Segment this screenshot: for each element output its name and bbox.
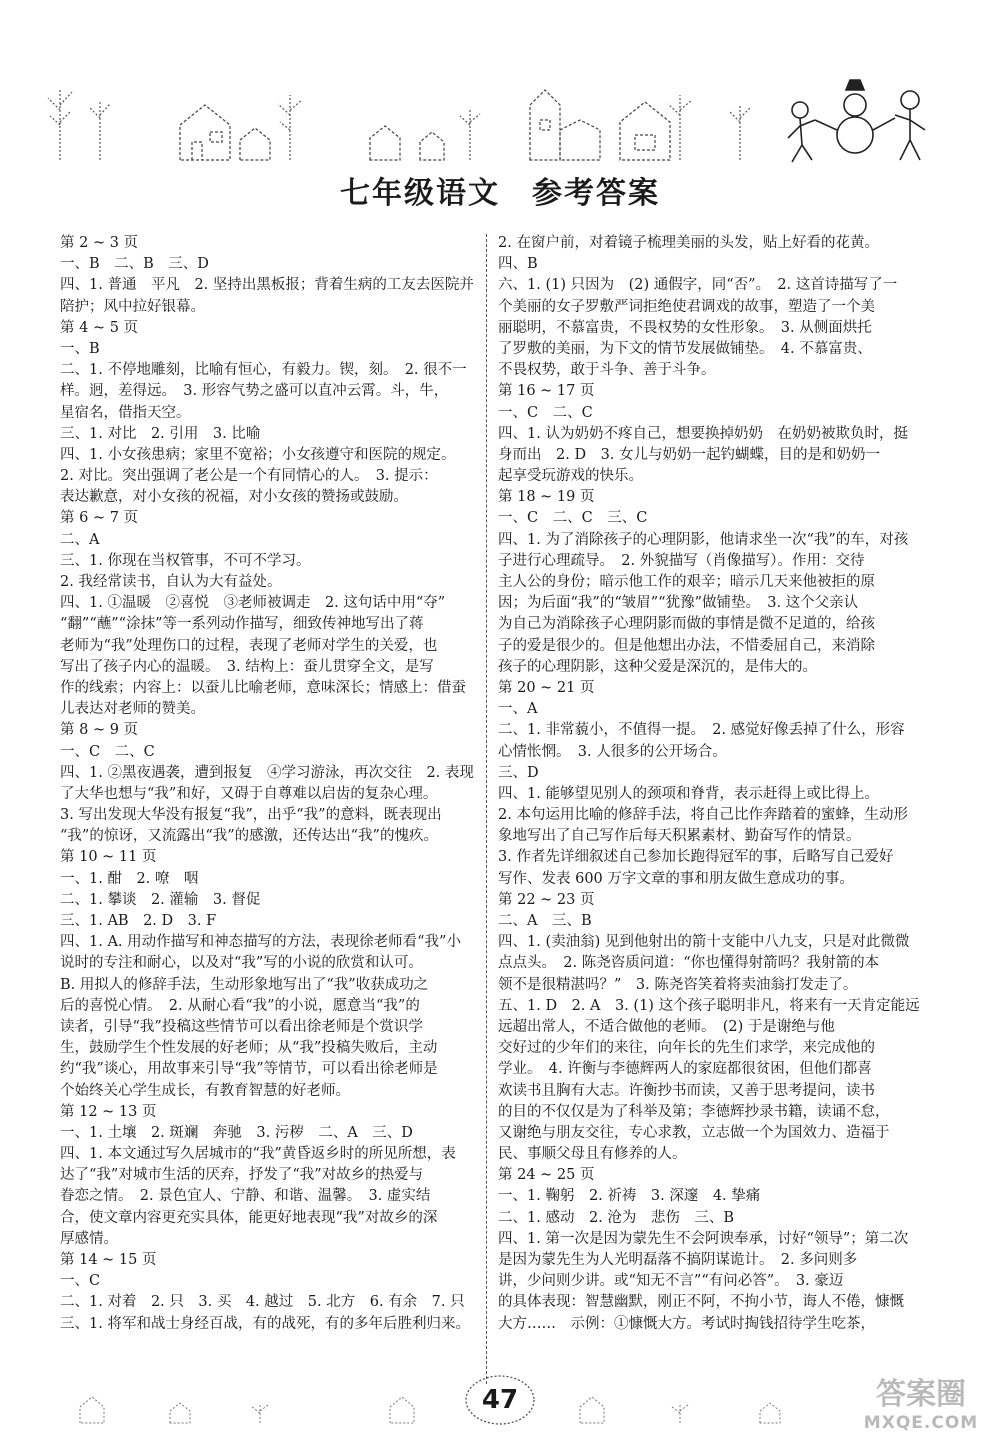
- page-title: 七年级语文 参考答案: [340, 176, 660, 211]
- answer-line: 三、1. 对比 2. 引用 3. 比喻: [60, 425, 261, 442]
- answer-line: 六、1. (1) 只因为 (2) 通假字，同“否”。 2. 这首诗描写了一: [498, 277, 898, 294]
- answer-line: 第 20 ~ 21 页: [498, 679, 595, 696]
- answer-line: 三、1. 将军和战士身经百战，有的战死，有的多年后胜利归来。: [60, 1315, 470, 1332]
- answer-line: 3. 写出发现大华没有报复“我”，出乎“我”的意料，既表现出: [60, 807, 442, 824]
- answer-line: 大方…… 示例：①慷慨大方。考试时掏钱招待学生吃茶，: [498, 1315, 875, 1332]
- answer-line: 一、1. 酣 2. 嘹 咽: [60, 870, 199, 887]
- answer-line: 第 6 ~ 7 页: [60, 510, 139, 527]
- answer-line: 为自己为消除孩子心理阴影而做的事情是微不足道的，给孩: [498, 616, 875, 633]
- watermark-text: 答案圈: [876, 1377, 966, 1412]
- answer-line: 学业。 4. 许衡与李德辉两人的家庭都很贫困，但他们都喜: [498, 1061, 872, 1078]
- answer-line: 四、1. 能够望见别人的颈项和脊背，表示赶得上或比得上。: [498, 785, 879, 802]
- answer-line: 孩子的心理阴影，这种父爱是深沉的，是伟大的。: [498, 658, 817, 675]
- answer-line: “翻”“蘸”“涂抹”等一系列动作描写，细致传神地写出了蒋: [60, 616, 424, 633]
- answer-line: 第 2 ~ 3 页: [60, 235, 139, 251]
- answer-line: 交好过的少年们的来往，向年长的先生们求学，来完成他的: [498, 1040, 875, 1057]
- answer-line: 一、C 二、C 三、C: [498, 510, 648, 527]
- answer-line: “我”的惊讶，又流露出“我”的感激，还传达出“我”的愧疚。: [60, 828, 438, 845]
- answer-line: 一、C 二、C: [60, 743, 155, 760]
- answer-line: 二、1. 对着 2. 只 3. 买 4. 越过 5. 北方 6. 有余 7. 只: [60, 1294, 465, 1311]
- answer-line: 起享受玩游戏的快乐。: [498, 468, 643, 485]
- answer-line: 约“我”谈心，用故事来引导“我”等情节，可以看出徐老师是: [60, 1061, 438, 1078]
- answer-line: 四、1. 普通 平凡 2. 坚持出黑板报；背着生病的工友去医院并: [60, 277, 474, 294]
- answer-column-right: [498, 233, 928, 1335]
- answer-line: 星宿名，借指天空。: [60, 404, 191, 421]
- answer-line: 二、A: [60, 531, 100, 548]
- answer-line: 一、1. 土壤 2. 斑斓 奔驰 3. 污秽 二、A 三、D: [60, 1124, 413, 1141]
- answer-line: 作的线索；内容上：以蚕儿比喻老师，意味深长；情感上：借蚕: [60, 679, 466, 696]
- winter-village-header-illustration: [40, 60, 960, 170]
- answer-line: 第 22 ~ 23 页: [498, 891, 595, 908]
- answer-line: 老师为“我”处理伤口的过程，表现了老师对学生的关爱，也: [60, 637, 438, 654]
- answer-line: 三、D: [498, 764, 539, 781]
- answer-line: 领不是很精湛吗？” 3. 陈尧咨笑着将卖油翁打发走了。: [498, 976, 858, 993]
- answer-line: 第 4 ~ 5 页: [60, 319, 139, 336]
- answer-line: 讲，少问则少讲。或“知无不言”“有问必答”。 3. 豪迈: [498, 1273, 844, 1290]
- answer-line: 达了“我”对城市生活的厌弃，抒发了“我”对故乡的热爱与: [60, 1167, 424, 1184]
- answer-line: 四、1. 小女孩患病；家里不宽裕；小女孩遵守和医院的规定。: [60, 446, 456, 463]
- answer-line: 心情怅惘。 3. 人很多的公开场合。: [498, 743, 727, 760]
- answer-line: 三、1. 你现在当权管事，不可不学习。: [60, 552, 311, 569]
- answer-line: 是因为蒙先生为人光明磊落不搞阴谋诡计。 2. 多问则多: [498, 1252, 858, 1268]
- answer-line: 眷恋之情。 2. 景色宜人、宁静、和谐、温馨。 3. 虚实结: [60, 1188, 431, 1205]
- answer-line: 儿表达对老师的赞美。: [60, 701, 205, 718]
- answer-line: 四、1. 第一次是因为蒙先生不会阿谀奉承，讨好“领导”；第二次: [498, 1230, 909, 1247]
- answer-line: 的具体表现：智慧幽默，刚正不阿，不拘小节，诲人不倦，慷慨: [498, 1294, 904, 1311]
- answer-line: 2. 本句运用比喻的修辞手法，将自己比作奔踏着的蜜蜂，生动形: [498, 807, 908, 824]
- column-divider: [486, 234, 487, 1384]
- answer-line: 二、A 三、B: [498, 913, 592, 929]
- answer-line: 点点头。 2. 陈尧咨质问道：“你也懂得射箭吗？我射箭的本: [498, 955, 880, 972]
- answer-line: B. 用拟人的修辞手法，生动形象地写出了“我”收获成功之: [60, 976, 429, 993]
- answer-line: 第 8 ~ 9 页: [60, 722, 139, 739]
- answer-line: 四、1. 认为奶奶不疼自己，想要换掉奶奶 在奶奶被欺负时，挺: [498, 425, 908, 442]
- answer-line: 生，鼓励学生个性发展的好老师；从“我”投稿失败后，主动: [60, 1040, 438, 1057]
- answer-line: 丽聪明，不慕富贵，不畏权势的女性形象。 3. 从侧面烘托: [498, 319, 872, 336]
- answer-line: 一、B 二、B 三、D: [60, 256, 209, 273]
- answer-line: 一、C 二、C: [498, 404, 593, 421]
- answer-line: 一、1. 鞠躬 2. 祈祷 3. 深邃 4. 挚痛: [498, 1188, 761, 1205]
- answer-line: 第 24 ~ 25 页: [498, 1167, 595, 1184]
- answer-line: 2. 我经常读书，自认为大有益处。: [60, 574, 282, 590]
- answer-line: 欢读书且胸有大志。许衡抄书而读，又善于思考提问，读书: [498, 1082, 875, 1099]
- answer-line: 四、1. 为了消除孩子的心理阴影，他请求坐一次“我”的车，对孩: [498, 531, 909, 548]
- answer-line: 表达歉意，对小女孩的祝福，对小女孩的赞扬或鼓励。: [60, 489, 408, 506]
- answer-line: 2. 在窗户前，对着镜子梳理美丽的头发，贴上好看的花黄。: [498, 235, 879, 251]
- answer-line: 又谢绝与朋友交往，专心求教，立志做一个为国效力、造福于: [498, 1124, 890, 1141]
- answer-line: 身而出 2. D 3. 女儿与奶奶一起钓蝴蝶，目的是和奶奶一: [498, 446, 881, 463]
- answer-line: 主人公的身份；暗示他工作的艰辛；暗示几天来他被拒的原: [498, 574, 875, 590]
- answer-line: 第 16 ~ 17 页: [498, 383, 595, 400]
- answer-line: 因；为后面“我”的“皱眉”“犹豫”做铺垫。 3. 这个父亲认: [498, 595, 859, 612]
- answer-line: 二、1. 非常藐小，不值得一提。 2. 感觉好像丢掉了什么，形容: [498, 722, 905, 739]
- answer-line: 三、1. AB 2. D 3. F: [60, 913, 217, 929]
- answer-line: 3. 作者先详细叙述自己参加长跑得冠军的事，后略写自己爱好: [498, 849, 894, 866]
- answer-line: 二、1. 感动 2. 沧为 悲伤 三、B: [498, 1209, 735, 1226]
- answer-line: 四、1. A. 用动作描写和神态描写的方法，表现徐老师看“我”小: [60, 934, 461, 951]
- answer-line: 二、1. 不停地雕刻，比喻有恒心，有毅力。锲，刻。 2. 很不一: [60, 362, 467, 379]
- answer-line: 第 14 ~ 15 页: [60, 1252, 157, 1268]
- answer-line: 四、B: [498, 256, 538, 273]
- answer-line: 一、A: [498, 701, 538, 718]
- answer-line: 样。迥，差得远。 3. 形容气势之盛可以直冲云霄。斗，牛，: [60, 383, 449, 400]
- answer-line: 四、1. 本文通过写久居城市的“我”黄昏返乡时的所见所想，表: [60, 1146, 456, 1163]
- answer-line: 一、C: [60, 1273, 101, 1290]
- answer-line: 四、1. (卖油翁) 见到他射出的箭十支能中八九支，只是对此微微: [498, 934, 910, 951]
- answer-line: 了罗敷的美丽，为下文的情节发展做铺垫。 4. 不慕富贵、: [498, 340, 872, 357]
- answer-line: 远超出常人，不适合做他的老师。 (2) 于是谢绝与他: [498, 1018, 835, 1035]
- answer-line: 写出了孩子内心的温暖。 3. 结构上：蚕儿贯穿全文，是写: [60, 658, 434, 675]
- answer-line: 2. 对比。突出强调了老公是一个有同情心的人。 3. 提示：: [60, 468, 438, 485]
- answer-line: 说时的专注和耐心，以及对“我”写的小说的欣赏和认可。: [60, 955, 423, 972]
- answer-line: 四、1. ②黑夜遇袭，遭到报复 ④学习游泳，再次交往 2. 表现: [60, 764, 474, 781]
- answer-column-left: [60, 233, 490, 1335]
- answer-line: 个美丽的女子罗敷严词拒绝使君调戏的故事，塑造了一个美: [498, 298, 875, 315]
- answer-line: 象地写出了自己写作后每天积累素材、勤奋写作的情景。: [498, 828, 861, 845]
- answer-line: 的目的不仅仅是为了科举及第；李德辉抄录书籍，读诵不怠，: [498, 1103, 890, 1120]
- answer-line: 一、B: [60, 340, 100, 357]
- page-number-text: 47: [481, 1385, 519, 1415]
- watermark-domain: MXQE.COM: [863, 1413, 979, 1433]
- answer-line: 第 18 ~ 19 页: [498, 489, 595, 506]
- answer-line: 了大华也想与“我”和好，又碍于自尊难以启齿的复杂心理。: [60, 785, 438, 802]
- answer-line: 陪护；风中拉好银幕。: [60, 298, 205, 315]
- answer-line: 四、1. ①温暖 ②喜悦 ③老师被调走 2. 这句话中用“夺”: [60, 595, 446, 612]
- page-number: [462, 1372, 538, 1428]
- answer-line: 后的喜悦心情。 2. 从耐心看“我”的小说，愿意当“我”的: [60, 997, 420, 1014]
- answer-line: 二、1. 攀谈 2. 灌输 3. 督促: [60, 891, 261, 908]
- answer-line: 合，使文章内容更充实具体，能更好地表现“我”对故乡的深: [60, 1209, 438, 1226]
- answer-line: 厚感情。: [60, 1230, 118, 1247]
- answer-line: 第 12 ~ 13 页: [60, 1103, 157, 1120]
- answer-line: 写作、发表 600 万字文章的事和朋友做生意成功的事。: [498, 870, 854, 887]
- answer-line: 五、1. D 2. A 3. (1) 这个孩子聪明非凡，将来有一天肯定能远: [498, 997, 920, 1014]
- answer-line: 不畏权势，敢于斗争、善于斗争。: [498, 362, 716, 379]
- answer-line: 读者，引导“我”投稿这些情节可以看出徐老师是个赏识学: [60, 1018, 423, 1035]
- answer-line: 个始终关心学生成长，有教育智慧的好老师。: [60, 1082, 350, 1099]
- answer-line: 民、事顺父母且有修养的人。: [498, 1146, 687, 1163]
- watermark-logo: [856, 1377, 986, 1447]
- answer-line: 子的爱是很少的。但是他想出办法，不惜委屈自己，来消除: [498, 637, 875, 654]
- answer-line: 第 10 ~ 11 页: [60, 849, 157, 866]
- answer-line: 子进行心理疏导。 2. 外貌描写（肖像描写）。作用：交待: [498, 552, 865, 569]
